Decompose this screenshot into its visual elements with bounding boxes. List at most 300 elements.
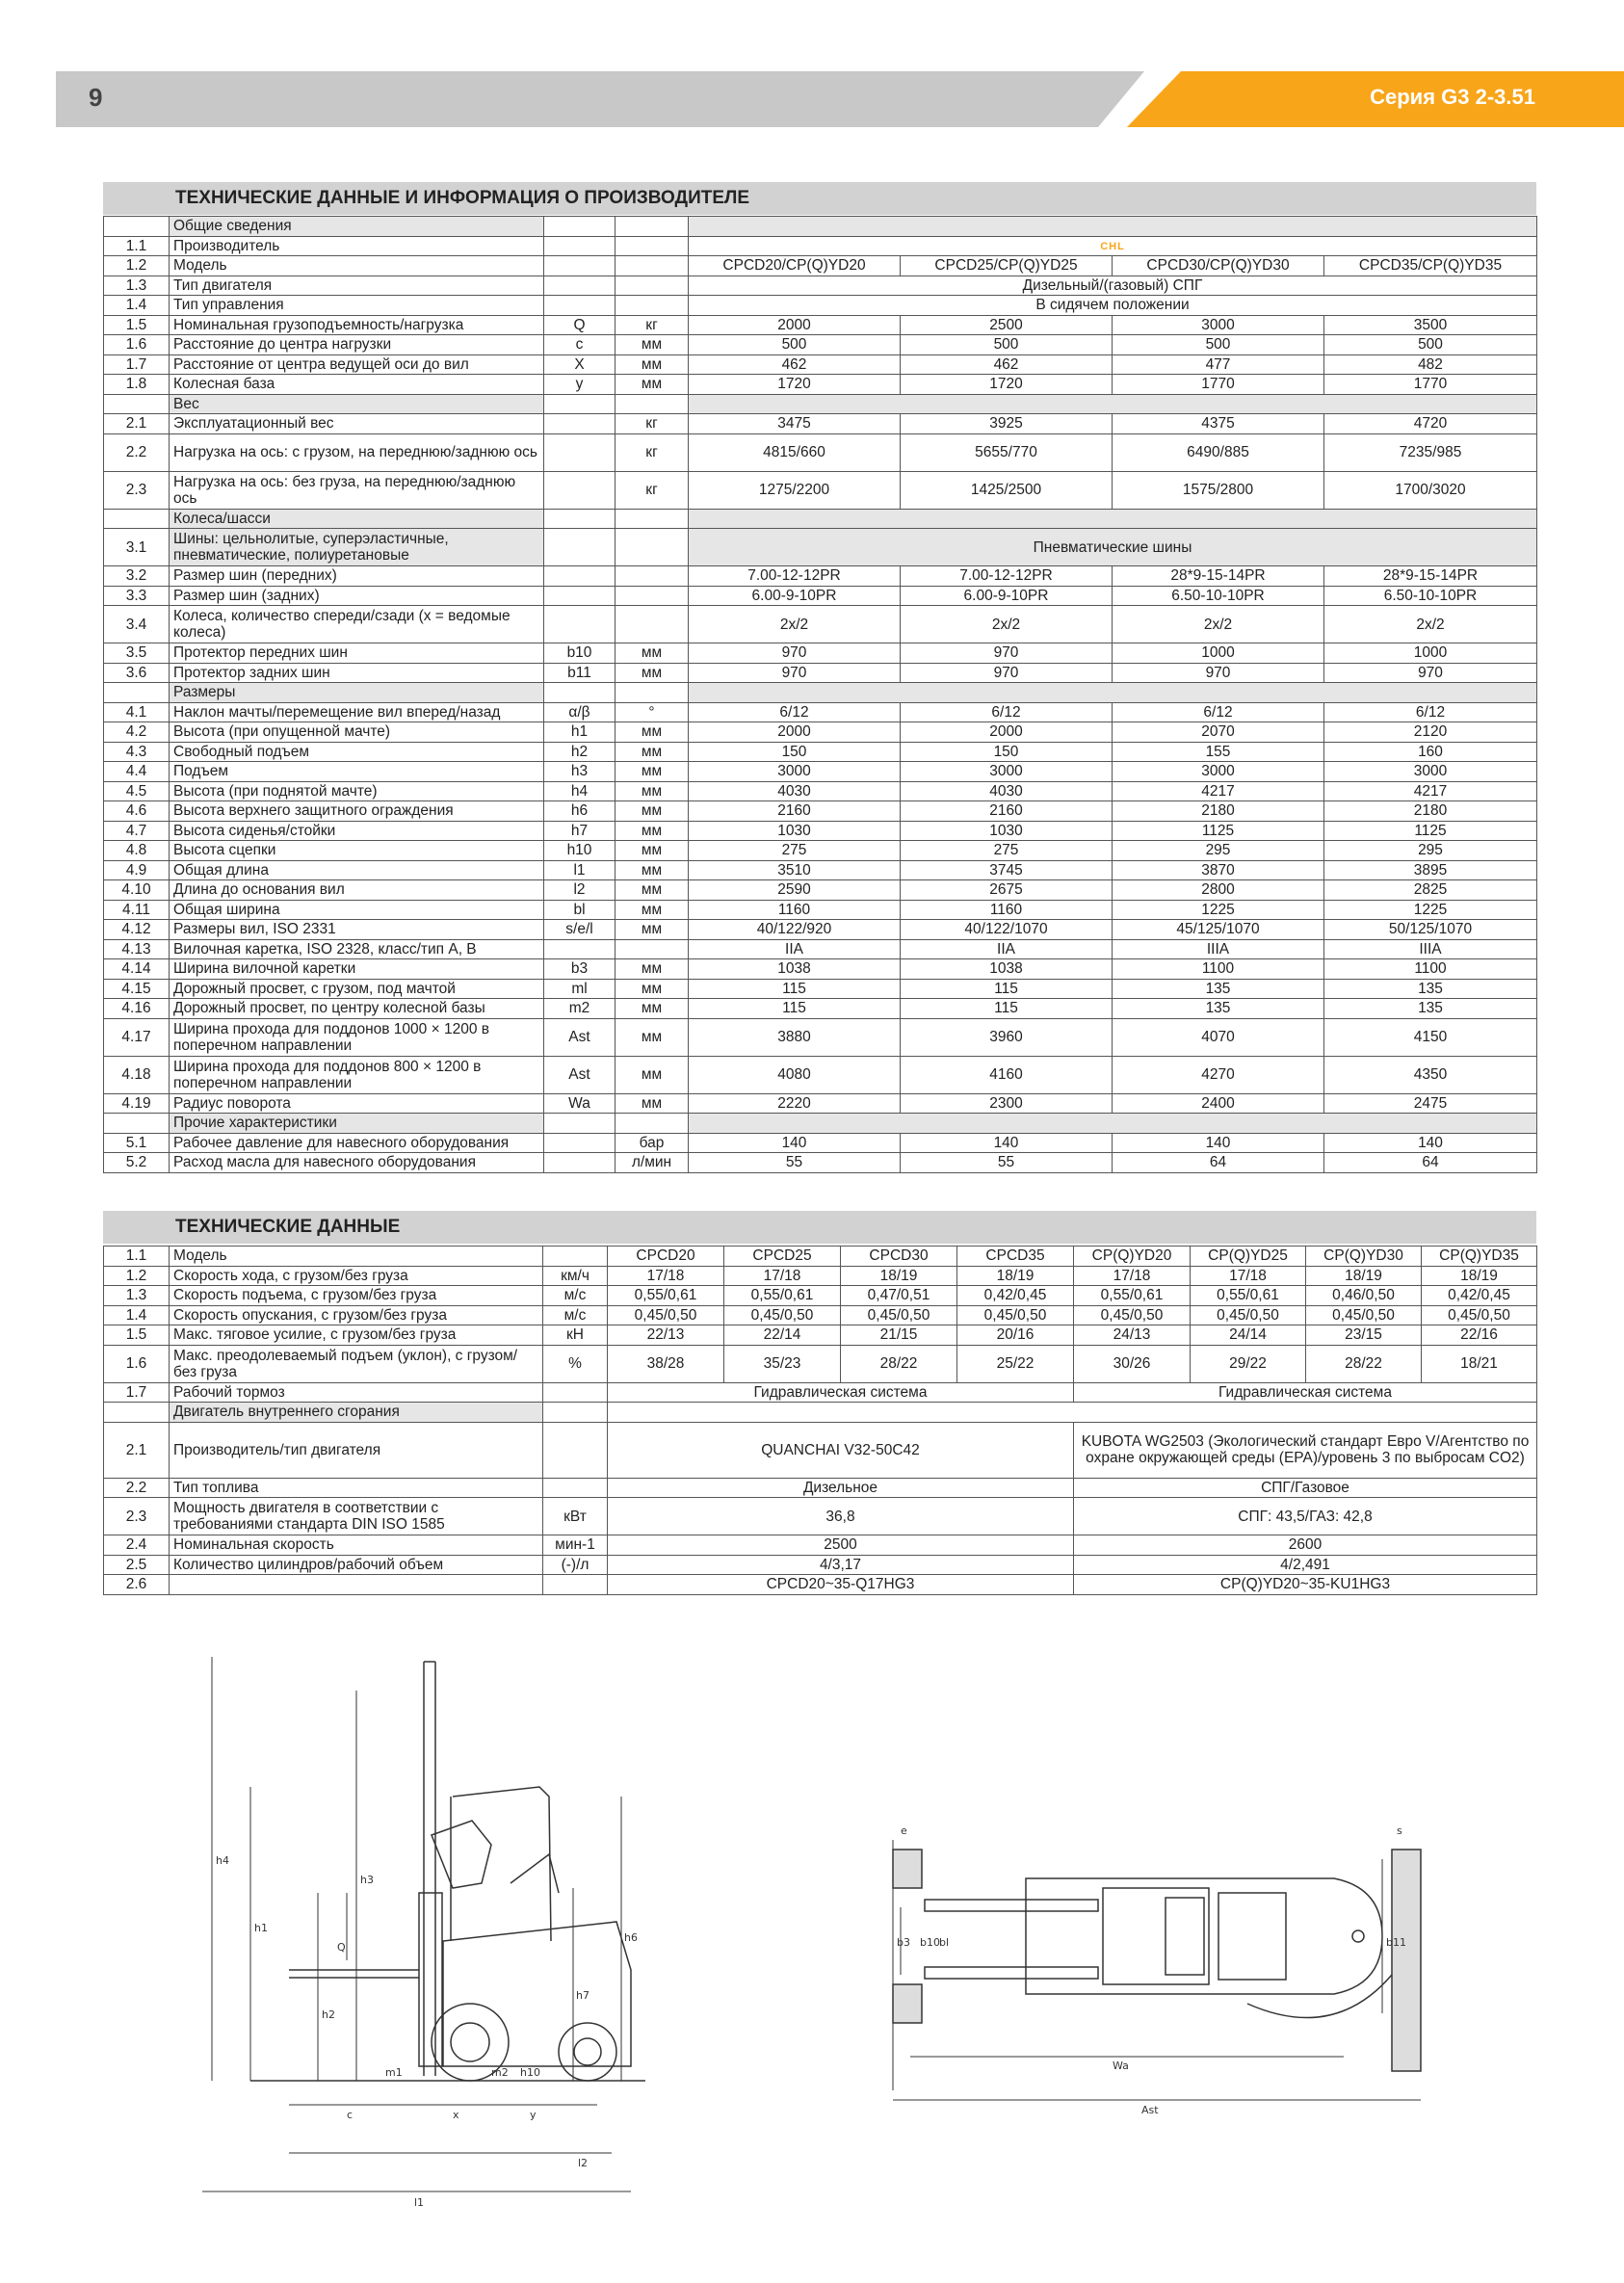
header-bar: [56, 71, 1144, 127]
value-cell: 3960: [901, 1018, 1113, 1056]
row-number: 2.6: [104, 1575, 170, 1595]
value-cell: 1125: [1113, 821, 1324, 841]
value-cell: 500: [1324, 335, 1537, 355]
value-cell: 500: [689, 335, 901, 355]
diesel-value: Дизельное: [608, 1478, 1074, 1498]
value-cell: 35/23: [724, 1345, 841, 1382]
table-row: [104, 1555, 1537, 1575]
lpg-value: Гидравлическая система: [1074, 1382, 1537, 1403]
value-cell: 462: [901, 354, 1113, 375]
value-cell: CPCD25/CP(Q)YD25: [901, 256, 1113, 276]
row-label: Подъем: [170, 762, 544, 782]
row-symbol: [544, 217, 616, 237]
value-cell: 970: [1113, 663, 1324, 683]
row-unit: мм: [616, 762, 689, 782]
row-number: 1.3: [104, 1286, 170, 1306]
row-number: 3.4: [104, 606, 170, 643]
row-label: Вилочная каретка, ISO 2328, класс/тип A, B: [170, 939, 544, 959]
value-cell: 1030: [901, 821, 1113, 841]
row-number: 4.19: [104, 1093, 170, 1114]
row-unit: мм: [616, 354, 689, 375]
value-cell: 1575/2800: [1113, 471, 1324, 509]
row-label: Шины: цельнолитые, суперэластичные, пневматические, полиуретановые: [170, 529, 544, 566]
row-label: Радиус поворота: [170, 1093, 544, 1114]
value-cell: 0,45/0,50: [724, 1305, 841, 1325]
row-label: Общие сведения: [170, 217, 544, 237]
row-symbol: h4: [544, 781, 616, 801]
value-cell: 3000: [1113, 315, 1324, 335]
value-cell: 135: [1324, 999, 1537, 1019]
value-cell: 970: [1324, 663, 1537, 683]
diesel-value: QUANCHAI V32-50C42: [608, 1422, 1074, 1478]
table-row: [104, 375, 1537, 395]
lpg-value: CP(Q)YD20~35-KU1HG3: [1074, 1575, 1537, 1595]
value-cell: 25/22: [957, 1345, 1074, 1382]
dim-label-x: x: [453, 2109, 459, 2121]
value-cell: CP(Q)YD25: [1191, 1246, 1306, 1267]
value-cell: 482: [1324, 354, 1537, 375]
dim-label-y: y: [530, 2109, 537, 2121]
value-cell: IIIA: [1113, 939, 1324, 959]
row-number: 1.6: [104, 335, 170, 355]
row-label: Колесная база: [170, 375, 544, 395]
value-cell: 23/15: [1306, 1325, 1422, 1346]
row-label: Нагрузка на ось: без груза, на переднюю/заднюю ось: [170, 471, 544, 509]
row-label: Расход масла для навесного оборудования: [170, 1153, 544, 1173]
row-symbol: ml: [544, 979, 616, 999]
row-symbol: [544, 296, 616, 316]
value-cell: 4217: [1113, 781, 1324, 801]
value-cell: 0,45/0,50: [957, 1305, 1074, 1325]
empty-cell: [689, 683, 1537, 703]
row-symbol: [544, 236, 616, 256]
value-cell: 3880: [689, 1018, 901, 1056]
table-row: [104, 663, 1537, 683]
row-unit: [616, 1114, 689, 1134]
value-cell: 1100: [1113, 959, 1324, 980]
table-row: [104, 781, 1537, 801]
row-number: [104, 1403, 170, 1423]
row-unit: [616, 683, 689, 703]
value-cell: 1160: [689, 900, 901, 920]
value-cell: 55: [689, 1153, 901, 1173]
table-row: [104, 722, 1537, 743]
value-cell: CPCD35: [957, 1246, 1074, 1267]
dim-label-b10: b10: [920, 1936, 940, 1949]
table-row: [104, 1153, 1537, 1173]
dim-label-h7: h7: [576, 1989, 589, 2002]
row-unit: кг: [616, 433, 689, 471]
table-row: [104, 394, 1537, 414]
row-number: 4.2: [104, 722, 170, 743]
value-cell: 0,42/0,45: [1422, 1286, 1537, 1306]
row-label: Скорость подъема, с грузом/без груза: [170, 1286, 543, 1306]
row-symbol: m2: [544, 999, 616, 1019]
table-row: [104, 939, 1537, 959]
row-unit: [616, 509, 689, 529]
row-label: Модель: [170, 256, 544, 276]
table-row: [104, 296, 1537, 316]
table-row: [104, 217, 1537, 237]
row-unit: бар: [616, 1133, 689, 1153]
table-row: [104, 335, 1537, 355]
value-cell: CPCD35/CP(Q)YD35: [1324, 256, 1537, 276]
value-cell: 2475: [1324, 1093, 1537, 1114]
value-cell: 1038: [689, 959, 901, 980]
value-cell: 3925: [901, 414, 1113, 434]
value-cell: 29/22: [1191, 1345, 1306, 1382]
value-cell: 6/12: [1113, 702, 1324, 722]
value-cell: 135: [1324, 979, 1537, 999]
mast-outline: [424, 1662, 491, 2076]
value-cell: 477: [1113, 354, 1324, 375]
empty-cell: [689, 1114, 1537, 1134]
value-cell: 55: [901, 1153, 1113, 1173]
value-cell: 2300: [901, 1093, 1113, 1114]
dim-label-h1: h1: [254, 1922, 268, 1934]
value-cell: 295: [1113, 841, 1324, 861]
row-number: 3.1: [104, 529, 170, 566]
row-label: Вес: [170, 394, 544, 414]
value-cell: 3870: [1113, 860, 1324, 880]
row-unit: мм: [616, 979, 689, 999]
row-label: Протектор передних шин: [170, 643, 544, 664]
table-row: [104, 276, 1537, 296]
row-label: Скорость хода, с грузом/без груза: [170, 1266, 543, 1286]
table-row: [104, 702, 1537, 722]
value-cell: 45/125/1070: [1113, 920, 1324, 940]
row-number: 2.4: [104, 1535, 170, 1556]
value-cell: 38/28: [608, 1345, 724, 1382]
value-cell: 6/12: [901, 702, 1113, 722]
table-row: [104, 1266, 1537, 1286]
row-symbol: [544, 276, 616, 296]
empty-cell: [689, 394, 1537, 414]
row-label: Высота (при поднятой мачте): [170, 781, 544, 801]
row-number: 1.3: [104, 276, 170, 296]
value-cell: 1000: [1113, 643, 1324, 664]
row-symbol: b11: [544, 663, 616, 683]
row-label: Высота сцепки: [170, 841, 544, 861]
value-cell: 6490/885: [1113, 433, 1324, 471]
table-row: [104, 315, 1537, 335]
value-cell: 4080: [689, 1056, 901, 1093]
row-label: Производитель: [170, 236, 544, 256]
value-cell: 6/12: [689, 702, 901, 722]
row-number: 2.3: [104, 471, 170, 509]
row-symbol: [544, 471, 616, 509]
spanned-value: В сидячем положении: [689, 296, 1537, 316]
row-label: Высота (при опущенной мачте): [170, 722, 544, 743]
row-symbol: [544, 566, 616, 587]
row-label: Расстояние от центра ведущей оси до вил: [170, 354, 544, 375]
value-cell: 4375: [1113, 414, 1324, 434]
row-unit: [616, 256, 689, 276]
spec-table-main: [103, 216, 1537, 1173]
spanned-value: Дизельный/(газовый) СПГ: [689, 276, 1537, 296]
value-cell: 3475: [689, 414, 901, 434]
row-symbol: X: [544, 354, 616, 375]
row-label: Высота верхнего защитного ограждения: [170, 801, 544, 822]
table-row: [104, 900, 1537, 920]
row-number: 4.8: [104, 841, 170, 861]
row-symbol: Ast: [544, 1056, 616, 1093]
dim-label-m1: m1: [385, 2066, 403, 2079]
row-number: 5.2: [104, 1153, 170, 1173]
row-label: Протектор задних шин: [170, 663, 544, 683]
value-cell: 150: [901, 742, 1113, 762]
dim-label-e: e: [901, 1824, 907, 1837]
row-number: 5.1: [104, 1133, 170, 1153]
row-symbol: [544, 1133, 616, 1153]
lpg-value: KUBOTA WG2503 (Экологический стандарт Евро V/Агентство по охране окружающей среды (EPA)/уровень 3 по выбросам CO2): [1074, 1422, 1537, 1478]
lpg-value: 2600: [1074, 1535, 1537, 1556]
row-unit: мм: [616, 781, 689, 801]
row-symbol: b3: [544, 959, 616, 980]
value-cell: 28*9-15-14PR: [1324, 566, 1537, 587]
value-cell: 1225: [1324, 900, 1537, 920]
row-label: Высота сиденья/стойки: [170, 821, 544, 841]
table-row: [104, 1575, 1537, 1595]
dim-label-wa: Wa: [1113, 2060, 1129, 2072]
row-number: 1.5: [104, 315, 170, 335]
row-symbol: [544, 1153, 616, 1173]
row-label: Прочие характеристики: [170, 1114, 544, 1134]
row-number: 4.16: [104, 999, 170, 1019]
row-unit: (-)/л: [543, 1555, 608, 1575]
row-unit: [543, 1478, 608, 1498]
value-cell: 18/19: [957, 1266, 1074, 1286]
diesel-value: 2500: [608, 1535, 1074, 1556]
row-unit: [616, 586, 689, 606]
value-cell: 3745: [901, 860, 1113, 880]
row-label: Рабочий тормоз: [170, 1382, 543, 1403]
value-cell: 2180: [1113, 801, 1324, 822]
row-unit: [616, 394, 689, 414]
value-cell: 135: [1113, 979, 1324, 999]
table-row: [104, 1535, 1537, 1556]
row-symbol: h1: [544, 722, 616, 743]
dim-label-h10: h10: [520, 2066, 540, 2079]
row-label: Размер шин (задних): [170, 586, 544, 606]
value-cell: 1720: [901, 375, 1113, 395]
row-number: 3.3: [104, 586, 170, 606]
table-row: [104, 742, 1537, 762]
row-number: 4.9: [104, 860, 170, 880]
row-symbol: y: [544, 375, 616, 395]
value-cell: 2800: [1113, 880, 1324, 901]
row-number: [104, 217, 170, 237]
row-unit: мм: [616, 920, 689, 940]
row-label: Общая длина: [170, 860, 544, 880]
row-label: Длина до основания вил: [170, 880, 544, 901]
row-symbol: Q: [544, 315, 616, 335]
row-number: 3.5: [104, 643, 170, 664]
table-row: [104, 354, 1537, 375]
value-cell: 3510: [689, 860, 901, 880]
row-number: 4.5: [104, 781, 170, 801]
table-row: [104, 1498, 1537, 1535]
row-unit: кг: [616, 315, 689, 335]
value-cell: 24/13: [1074, 1325, 1191, 1346]
value-cell: IIIA: [1324, 939, 1537, 959]
row-label: Ширина прохода для поддонов 800 × 1200 в поперечном направлении: [170, 1056, 544, 1093]
table-row: [104, 529, 1537, 566]
value-cell: 2400: [1113, 1093, 1324, 1114]
value-cell: 2070: [1113, 722, 1324, 743]
value-cell: 64: [1324, 1153, 1537, 1173]
dim-label-b3: b3: [897, 1936, 910, 1949]
value-cell: 1700/3020: [1324, 471, 1537, 509]
value-cell: 18/19: [841, 1266, 957, 1286]
row-number: 1.6: [104, 1345, 170, 1382]
value-cell: 135: [1113, 999, 1324, 1019]
value-cell: 0,45/0,50: [1422, 1305, 1537, 1325]
value-cell: 28/22: [841, 1345, 957, 1382]
row-number: 2.3: [104, 1498, 170, 1535]
value-cell: 18/21: [1422, 1345, 1537, 1382]
table-row: [104, 683, 1537, 703]
table-row: [104, 860, 1537, 880]
value-cell: 1770: [1113, 375, 1324, 395]
row-unit: мин-1: [543, 1535, 608, 1556]
row-label: Свободный подъем: [170, 742, 544, 762]
table-row: [104, 841, 1537, 861]
table-row: [104, 1345, 1537, 1382]
table-row: [104, 1246, 1537, 1267]
row-unit: мм: [616, 880, 689, 901]
empty-cell: [608, 1403, 1537, 1423]
value-cell: 140: [1113, 1133, 1324, 1153]
row-number: 2.1: [104, 1422, 170, 1478]
value-cell: 140: [689, 1133, 901, 1153]
value-cell: 22/14: [724, 1325, 841, 1346]
row-number: 4.13: [104, 939, 170, 959]
row-unit: мм: [616, 1093, 689, 1114]
row-symbol: [544, 1114, 616, 1134]
value-cell: 115: [901, 999, 1113, 1019]
table-row: [104, 979, 1537, 999]
value-cell: 295: [1324, 841, 1537, 861]
row-unit: кН: [543, 1325, 608, 1346]
value-cell: 4350: [1324, 1056, 1537, 1093]
row-unit: [616, 217, 689, 237]
diesel-value: 36,8: [608, 1498, 1074, 1535]
row-number: 1.5: [104, 1325, 170, 1346]
value-cell: 140: [1324, 1133, 1537, 1153]
value-cell: CPCD30/CP(Q)YD30: [1113, 256, 1324, 276]
row-symbol: [544, 606, 616, 643]
value-cell: 462: [689, 354, 901, 375]
row-symbol: l1: [544, 860, 616, 880]
value-cell: 20/16: [957, 1325, 1074, 1346]
row-unit: [616, 236, 689, 256]
table-row: [104, 414, 1537, 434]
value-cell: 2x/2: [1113, 606, 1324, 643]
value-cell: 970: [901, 663, 1113, 683]
value-cell: 30/26: [1074, 1345, 1191, 1382]
row-number: 4.17: [104, 1018, 170, 1056]
table-row: [104, 762, 1537, 782]
value-cell: 3000: [901, 762, 1113, 782]
row-label: Мощность двигателя в соответствии с требованиями стандарта DIN ISO 1585: [170, 1498, 543, 1535]
value-cell: 2160: [901, 801, 1113, 822]
top-view-drawing: [881, 1811, 1430, 2119]
row-number: 4.4: [104, 762, 170, 782]
row-unit: мм: [616, 900, 689, 920]
value-cell: 0,45/0,50: [1306, 1305, 1422, 1325]
value-cell: 2000: [689, 315, 901, 335]
value-cell: 18/19: [1422, 1266, 1537, 1286]
row-symbol: h7: [544, 821, 616, 841]
value-cell: 3000: [1113, 762, 1324, 782]
table-row: [104, 1325, 1537, 1346]
value-cell: 17/18: [608, 1266, 724, 1286]
value-cell: 28/22: [1306, 1345, 1422, 1382]
row-symbol: c: [544, 335, 616, 355]
value-cell: 0,55/0,61: [1074, 1286, 1191, 1306]
dim-label-q: Q: [337, 1941, 346, 1954]
value-cell: CPCD20/CP(Q)YD20: [689, 256, 901, 276]
row-symbol: h10: [544, 841, 616, 861]
value-cell: 1720: [689, 375, 901, 395]
dim-label-m2: m2: [491, 2066, 509, 2079]
row-number: [104, 1114, 170, 1134]
table-row: [104, 999, 1537, 1019]
value-cell: 2675: [901, 880, 1113, 901]
row-unit: [616, 276, 689, 296]
row-label: Нагрузка на ось: с грузом, на переднюю/заднюю ось: [170, 433, 544, 471]
row-unit: мм: [616, 335, 689, 355]
lpg-value: СПГ/Газовое: [1074, 1478, 1537, 1498]
table-row: [104, 1422, 1537, 1478]
row-symbol: [544, 586, 616, 606]
page-number: 9: [89, 83, 103, 112]
dim-label-h2: h2: [322, 2008, 335, 2021]
value-cell: CPCD30: [841, 1246, 957, 1267]
value-cell: 64: [1113, 1153, 1324, 1173]
value-cell: 0,45/0,50: [608, 1305, 724, 1325]
value-cell: 115: [901, 979, 1113, 999]
row-number: 4.15: [104, 979, 170, 999]
table-row: [104, 880, 1537, 901]
truck-body: [1026, 1878, 1382, 1994]
row-symbol: [544, 256, 616, 276]
row-symbol: h6: [544, 801, 616, 822]
value-cell: 40/122/920: [689, 920, 901, 940]
row-unit: [543, 1382, 608, 1403]
value-cell: 40/122/1070: [901, 920, 1113, 940]
value-cell: 2120: [1324, 722, 1537, 743]
row-label: Тип управления: [170, 296, 544, 316]
value-cell: 115: [689, 999, 901, 1019]
value-cell: 4270: [1113, 1056, 1324, 1093]
value-cell: 2x/2: [1324, 606, 1537, 643]
row-label: Номинальная скорость: [170, 1535, 543, 1556]
table-row: [104, 1093, 1537, 1114]
row-unit: м/с: [543, 1286, 608, 1306]
row-label: Колеса/шасси: [170, 509, 544, 529]
row-unit: %: [543, 1345, 608, 1382]
row-label: Номинальная грузоподъемность/нагрузка: [170, 315, 544, 335]
value-cell: 0,45/0,50: [841, 1305, 957, 1325]
row-number: [104, 683, 170, 703]
value-cell: 2590: [689, 880, 901, 901]
value-cell: 160: [1324, 742, 1537, 762]
row-unit: кг: [616, 414, 689, 434]
row-number: 4.18: [104, 1056, 170, 1093]
value-cell: 2000: [901, 722, 1113, 743]
